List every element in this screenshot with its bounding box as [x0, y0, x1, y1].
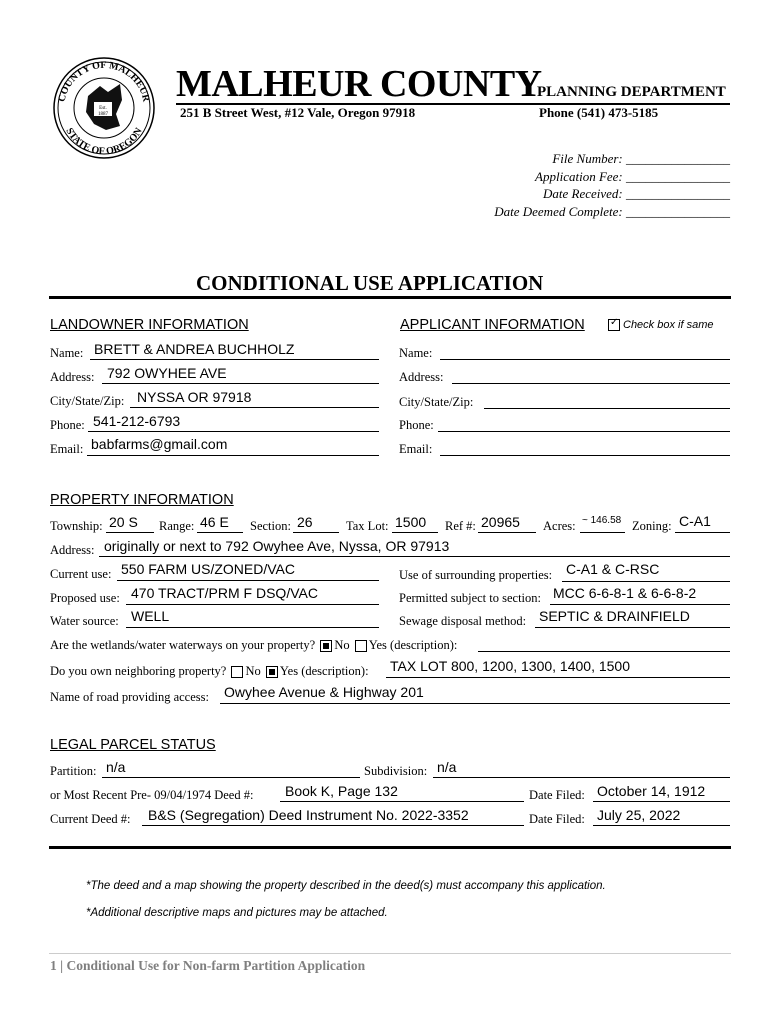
ref-field[interactable]: 20965: [481, 514, 520, 530]
landowner-address-field[interactable]: 792 OWYHEE AVE: [107, 365, 227, 381]
office-address: 251 B Street West, #12 Vale, Oregon 97918: [180, 105, 416, 120]
landowner-phone-field[interactable]: 541-212-6793: [93, 413, 181, 429]
applicant-name-field[interactable]: [440, 359, 730, 360]
permitted-label: Permitted subject to section:: [399, 591, 541, 605]
neighbor-yes-label: Yes (description):: [279, 664, 369, 678]
township-line: [106, 532, 154, 533]
property-address-line: [99, 556, 730, 557]
landowner-csz-field[interactable]: NYSSA OR 97918: [137, 389, 252, 405]
acres-line: [580, 532, 625, 533]
checkmark-icon: ✓: [610, 317, 619, 328]
legal-heading: LEGAL PARCEL STATUS: [50, 737, 216, 753]
water-source-line: [126, 627, 379, 628]
sewage-label: Sewage disposal method:: [399, 614, 527, 628]
taxlot-label: Tax Lot:: [346, 519, 389, 533]
section-line: [293, 532, 339, 533]
neighbor-question: [50, 664, 369, 679]
subdivision-line: [433, 777, 730, 778]
department-label: PLANNING DEPARTMENT: [537, 84, 726, 100]
county-title: MALHEUR COUNTY: [176, 63, 542, 105]
landowner-address-line: [102, 383, 379, 384]
applicant-heading: APPLICANT INFORMATION: [400, 317, 585, 333]
section-label: Section:: [250, 519, 291, 533]
form-title: CONDITIONAL USE APPLICATION: [196, 271, 544, 295]
note-additional: *Additional descriptive maps and pictures may be attached.: [86, 907, 388, 919]
applicant-csz-field[interactable]: [484, 408, 730, 409]
range-label: Range:: [159, 519, 195, 533]
file-number-field[interactable]: File Number: ________________: [552, 151, 730, 166]
partition-label: Partition:: [50, 764, 97, 778]
applicant-name-label: Name:: [399, 346, 433, 360]
property-heading: PROPERTY INFORMATION: [50, 492, 234, 508]
proposed-use-line: [126, 604, 379, 605]
partition-field[interactable]: n/a: [106, 759, 126, 775]
same-checkbox[interactable]: [608, 319, 620, 331]
office-use-block: [494, 150, 730, 220]
applicant-phone-field[interactable]: [438, 431, 730, 432]
proposed-use-field[interactable]: 470 TRACT/PRM F DSQ/VAC: [131, 585, 318, 601]
water-source-field[interactable]: WELL: [131, 608, 170, 624]
date-filed-line-1: [593, 801, 730, 802]
landowner-email-label: Email:: [50, 442, 84, 456]
landowner-email-line: [87, 455, 379, 456]
landowner-phone-label: Phone:: [50, 418, 85, 432]
applicant-csz-label: City/State/Zip:: [399, 395, 474, 409]
footer-rule: [49, 953, 731, 954]
sewage-field[interactable]: SEPTIC & DRAINFIELD: [539, 608, 690, 624]
township-label: Township:: [50, 519, 103, 533]
county-seal: [50, 56, 158, 160]
zoning-field[interactable]: C-A1: [679, 513, 711, 529]
wetlands-yes-checkbox[interactable]: [355, 640, 367, 652]
date-filed-line-2: [593, 825, 730, 826]
neighbor-yes-checkbox[interactable]: [266, 666, 278, 678]
svg-text:COUNTY OF MALHEUR: COUNTY OF MALHEUR: [56, 59, 152, 103]
applicant-phone-label: Phone:: [399, 418, 434, 432]
date-filed-field-2[interactable]: July 25, 2022: [597, 807, 681, 823]
pre-deed-label: or Most Recent Pre- 09/04/1974 Deed #:: [50, 788, 254, 802]
wetlands-question-text: Are the wetlands/water waterways on your property?: [50, 638, 316, 652]
property-address-label: Address:: [50, 543, 95, 557]
taxlot-line: [392, 532, 438, 533]
landowner-name-label: Name:: [50, 346, 84, 360]
applicant-address-label: Address:: [399, 370, 444, 384]
landowner-csz-line: [130, 407, 379, 408]
neighbor-no-checkbox[interactable]: [231, 666, 243, 678]
title-rule: [49, 296, 731, 299]
neighbor-description-line: [386, 677, 730, 678]
landowner-csz-label: City/State/Zip:: [50, 394, 125, 408]
page-footer: 1 | Conditional Use for Non-farm Partition Application: [50, 958, 366, 973]
surrounding-line: [562, 581, 730, 582]
landowner-heading: LANDOWNER INFORMATION: [50, 317, 249, 333]
svg-text:Est.: Est.: [99, 106, 107, 111]
date-deemed-complete-field[interactable]: Date Deemed Complete: ________________: [494, 203, 730, 219]
road-access-field[interactable]: Owyhee Avenue & Highway 201: [224, 684, 424, 700]
office-phone: Phone (541) 473-5185: [539, 105, 659, 120]
application-fee-field[interactable]: Application Fee: ________________: [535, 168, 730, 184]
ref-label: Ref #:: [445, 519, 476, 533]
pre-deed-line: [280, 801, 524, 802]
applicant-address-field[interactable]: [452, 383, 730, 384]
acres-field[interactable]: ~ 146.58: [582, 515, 622, 526]
current-deed-field[interactable]: B&S (Segregation) Deed Instrument No. 2022-3352: [148, 807, 469, 823]
date-filed-label-1: Date Filed:: [529, 788, 585, 802]
current-deed-label: Current Deed #:: [50, 812, 131, 826]
subdivision-label: Subdivision:: [364, 764, 428, 778]
landowner-phone-line: [88, 431, 379, 432]
water-source-label: Water source:: [50, 614, 119, 628]
wetlands-no-checkbox[interactable]: [320, 640, 332, 652]
subdivision-field[interactable]: n/a: [437, 759, 457, 775]
applicant-email-field[interactable]: [440, 455, 730, 456]
current-use-field[interactable]: 550 FARM US/ZONED/VAC: [121, 561, 296, 577]
road-access-line: [220, 703, 730, 704]
date-filed-label-2: Date Filed:: [529, 812, 585, 826]
section-field[interactable]: 26: [297, 514, 313, 530]
road-access-label: Name of road providing access:: [50, 690, 209, 704]
property-address-field[interactable]: originally or next to 792 Owyhee Ave, Nyssa, OR 97913: [104, 538, 450, 554]
zoning-line: [675, 532, 730, 533]
date-filed-field-1[interactable]: October 14, 1912: [597, 783, 706, 799]
wetlands-no-label: No: [334, 638, 350, 652]
landowner-name-field[interactable]: BRETT & ANDREA BUCHHOLZ: [94, 341, 295, 357]
range-line: [197, 532, 243, 533]
partition-line: [102, 777, 360, 778]
landowner-address-label: Address:: [50, 370, 95, 384]
neighbor-no-label: No: [245, 664, 261, 678]
zoning-label: Zoning:: [632, 519, 672, 533]
landowner-name-line: [90, 359, 379, 360]
note-deed-map: *The deed and a map showing the property described in the deed(s) must accompany this application.: [86, 880, 606, 892]
svg-text:1887: 1887: [98, 112, 108, 117]
current-deed-line: [142, 825, 524, 826]
wetlands-question: [50, 638, 457, 653]
date-received-field[interactable]: Date Received: ________________: [542, 186, 730, 201]
wetlands-yes-label: Yes (description):: [368, 638, 458, 652]
svg-text:STATE OF OREGON: STATE OF OREGON: [63, 126, 145, 158]
taxlot-field[interactable]: 1500: [395, 514, 427, 530]
township-field[interactable]: 20 S: [109, 514, 138, 530]
legal-bottom-rule: [49, 846, 731, 849]
permitted-line: [550, 604, 730, 605]
range-field[interactable]: 46 E: [200, 514, 229, 530]
surrounding-label: Use of surrounding properties:: [399, 568, 553, 582]
neighbor-description-field[interactable]: TAX LOT 800, 1200, 1300, 1400, 1500: [390, 658, 630, 674]
sewage-line: [535, 627, 730, 628]
pre-deed-field[interactable]: Book K, Page 132: [285, 783, 398, 799]
ref-line: [478, 532, 536, 533]
current-use-label: Current use:: [50, 567, 112, 581]
landowner-email-field[interactable]: babfarms@gmail.com: [91, 436, 228, 452]
applicant-email-label: Email:: [399, 442, 433, 456]
current-use-line: [117, 580, 379, 581]
same-checkbox-label: Check box if same: [623, 319, 714, 331]
neighbor-question-text: Do you own neighboring property?: [50, 664, 227, 678]
proposed-use-label: Proposed use:: [50, 591, 120, 605]
acres-label: Acres:: [543, 519, 576, 533]
wetlands-description-field[interactable]: [478, 651, 730, 652]
permitted-field[interactable]: MCC 6-6-8-1 & 6-6-8-2: [553, 585, 697, 601]
surrounding-field[interactable]: C-A1 & C-RSC: [566, 561, 660, 577]
